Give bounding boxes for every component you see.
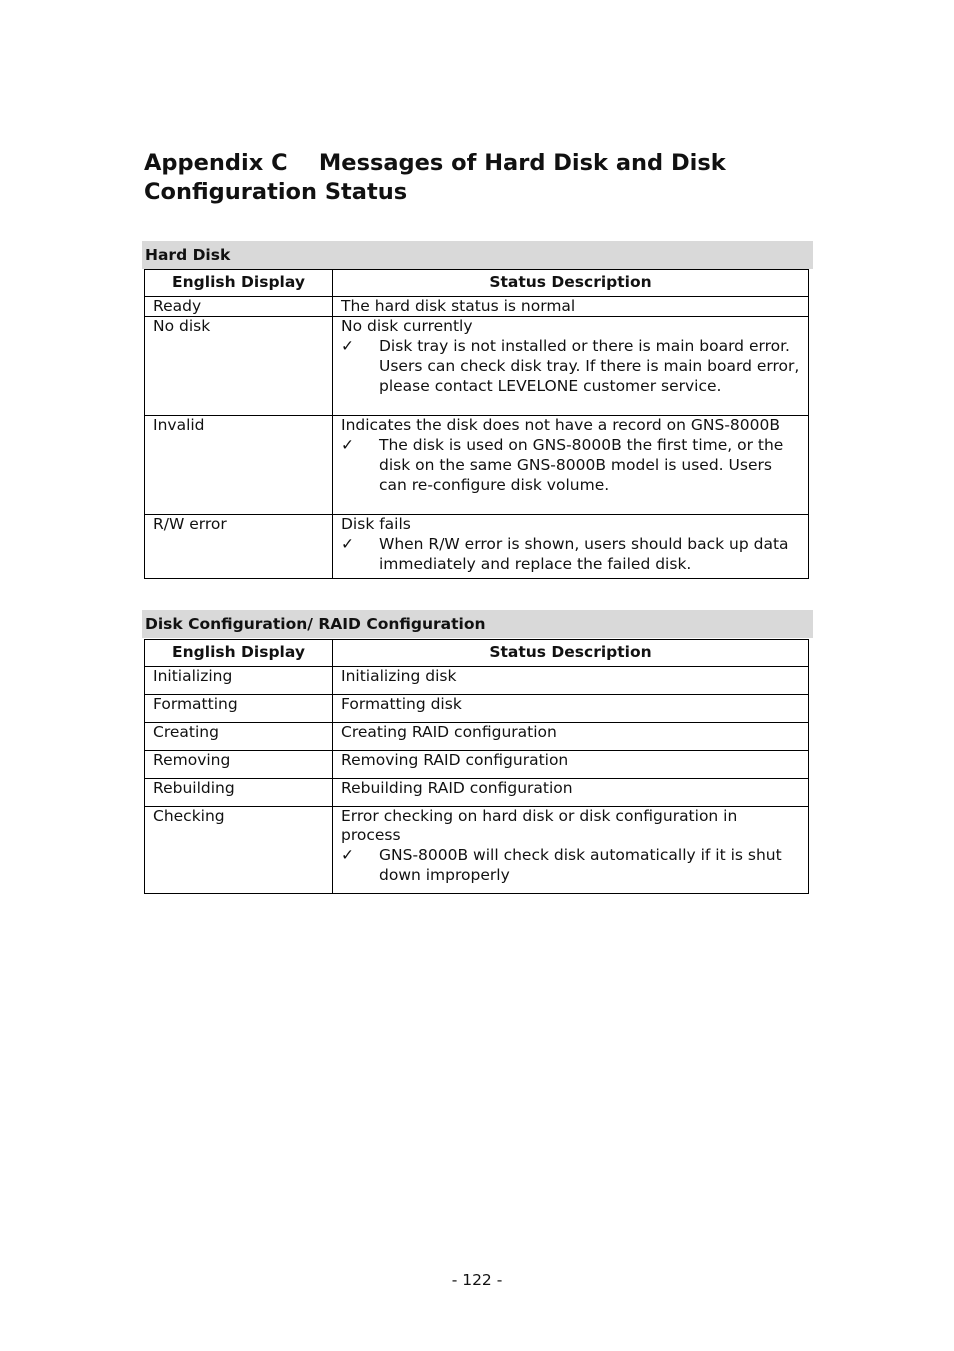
column-header-english: English Display — [145, 640, 333, 667]
cell-desc — [333, 806, 809, 893]
section-raid: Disk Configuration/ RAID Configuration — [142, 610, 813, 638]
check-icon: ✓ — [341, 436, 354, 455]
cell-display: Formatting — [145, 694, 333, 722]
desc-text: Disk fails — [341, 515, 411, 534]
cell-display: R/W error — [145, 515, 333, 579]
page-title — [144, 149, 784, 207]
cell-desc: The hard disk status is normal — [333, 296, 809, 317]
table-row — [145, 515, 809, 579]
desc-text: No disk currently — [341, 317, 473, 336]
column-header-status: Status Description — [333, 640, 809, 667]
check-icon: ✓ — [341, 535, 354, 554]
note-text: GNS-8000B will check disk automatically if it is shut down improperly — [379, 846, 782, 884]
page-number: - 122 - — [451, 1271, 503, 1289]
cell-display: Creating — [145, 722, 333, 750]
desc-text: Indicates the disk does not have a record on GNS-8000B — [341, 416, 781, 435]
cell-display: Removing — [145, 750, 333, 778]
note-text: The disk is used on GNS-8000B the first time, or the disk on the same GNS-8000B model is used. Users can re-configure disk volume. — [379, 436, 784, 494]
cell-desc: Creating RAID configuration — [333, 722, 809, 750]
hard-disk-table — [144, 269, 809, 579]
note-item — [341, 846, 800, 885]
note-text: When R/W error is shown, users should back up data immediately and replace the failed disk. — [379, 535, 789, 573]
cell-desc: Formatting disk — [333, 694, 809, 722]
section-hard-disk: Hard Disk — [142, 241, 813, 269]
table-row — [145, 778, 809, 806]
cell-desc: Initializing disk — [333, 666, 809, 694]
check-icon: ✓ — [341, 846, 354, 865]
title-line-2: Configuration Status — [144, 179, 408, 205]
note-item — [341, 337, 800, 396]
cell-display: Ready — [145, 296, 333, 317]
table-row — [145, 416, 809, 515]
cell-desc: Rebuilding RAID configuration — [333, 778, 809, 806]
table-row — [145, 694, 809, 722]
check-icon: ✓ — [341, 337, 354, 356]
cell-desc — [333, 317, 809, 416]
column-header-english: English Display — [145, 270, 333, 297]
table-row — [145, 317, 809, 416]
raid-table — [144, 639, 809, 894]
table-header-row — [145, 270, 809, 297]
table-row — [145, 750, 809, 778]
cell-desc — [333, 515, 809, 579]
table-header-row — [145, 640, 809, 667]
cell-display: Invalid — [145, 416, 333, 515]
table-row — [145, 296, 809, 317]
cell-display: Rebuilding — [145, 778, 333, 806]
note-text: Disk tray is not installed or there is main board error. Users can check disk tray. If there is main board error, please contact LEVELONE customer service. — [379, 337, 800, 395]
note-item — [341, 436, 800, 495]
note-item — [341, 535, 800, 574]
table-row — [145, 806, 809, 893]
title-line-1: Appendix C Messages of Hard Disk and Disk — [144, 150, 726, 176]
cell-desc — [333, 416, 809, 515]
cell-display: Initializing — [145, 666, 333, 694]
cell-display: Checking — [145, 806, 333, 893]
column-header-status: Status Description — [333, 270, 809, 297]
desc-text: Error checking on hard disk or disk configuration in process — [341, 806, 738, 845]
table-row — [145, 722, 809, 750]
cell-display: No disk — [145, 317, 333, 416]
table-row — [145, 666, 809, 694]
cell-desc: Removing RAID configuration — [333, 750, 809, 778]
